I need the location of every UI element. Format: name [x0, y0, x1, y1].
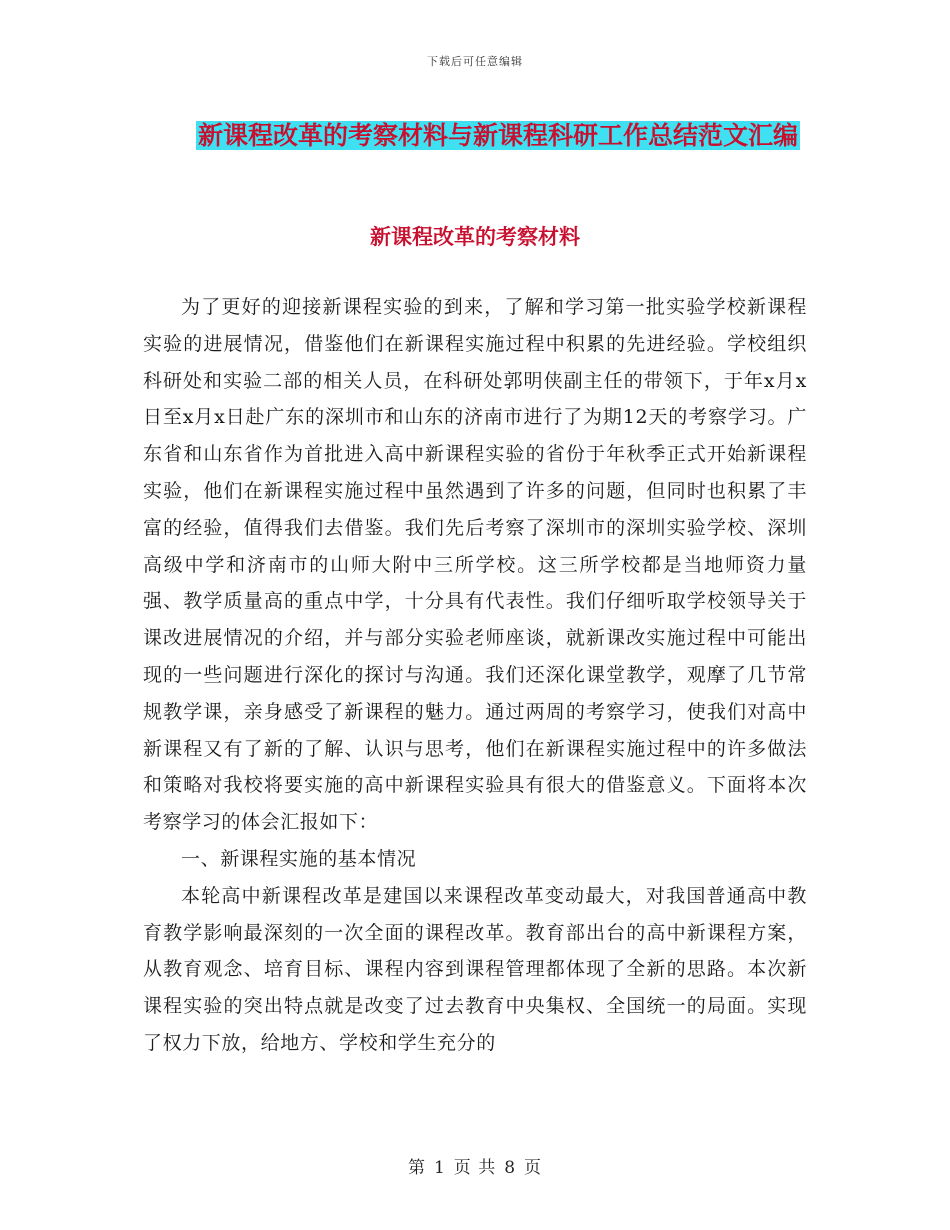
document-body	[143, 289, 807, 1062]
paragraph-intro: 为了更好的迎接新课程实验的到来，了解和学习第一批实验学校新课程实验的进展情况，借鉴他们在新课程实施过程中积累的先进经验。学校组织科研处和实验二部的相关人员，在科研处郭明侠副主任的带领下，于年x月x日至x月x日赴广东的深圳市和山东的济南市进行了为期12天的考察学习。广东省和山东省作为首批进入高中新课程实验的省份于年秋季正式开始新课程实验，他们在新课程实施过程中虽然遇到了许多的问题，但同时也积累了丰富的经验，值得我们去借鉴。我们先后考察了深圳市的深圳实验学校、深圳高级中学和济南市的山师大附中三所学校。这三所学校都是当地师资力量强、教学质量高的重点中学，十分具有代表性。我们仔细听取学校领导关于课改进展情况的介绍，并与部分实验老师座谈，就新课改实施过程中可能出现的一些问题进行深化的探讨与沟通。我们还深化课堂教学，观摩了几节常规教学课，亲身感受了新课程的魅力。通过两周的考察学习，使我们对高中新课程又有了新的了解、认识与思考，他们在新课程实施过程中的许多做法和策略对我校将要实施的高中新课程实验具有很大的借鉴意义。下面将本次考察学习的体会汇报如下：	[143, 296, 807, 834]
paragraph-heading-1: 一、新课程实施的基本情况	[181, 847, 417, 870]
paragraph-overview: 本轮高中新课程改革是建国以来课程改革变动最大，对我国普通高中教育教学影响最深刻的一次全面的课程改革。教育部出台的高中新课程方案，从教育观念、培育目标、课程内容到课程管理都体现了全新的思路。本次新课程实验的突出特点就是改变了过去教育中央集权、全国统一的局面。实现了权力下放，给地方、学校和学生充分的	[143, 884, 807, 1054]
page-footer	[0, 1153, 950, 1178]
document-title	[188, 112, 808, 160]
section-title: 新课程改革的考察材料	[370, 224, 580, 249]
footer-prefix: 第	[407, 1158, 426, 1178]
footer-mid2: 共	[478, 1158, 497, 1178]
footer-page-number: 1	[433, 1158, 446, 1178]
footer-suffix: 页	[524, 1158, 543, 1178]
footer-mid1: 页	[453, 1158, 472, 1178]
document-title-text: 新课程改革的考察材料与新课程科研工作总结范文汇编	[197, 121, 798, 150]
footer-total-pages: 8	[504, 1158, 517, 1178]
header-note: 下载后可任意编辑	[427, 55, 523, 68]
